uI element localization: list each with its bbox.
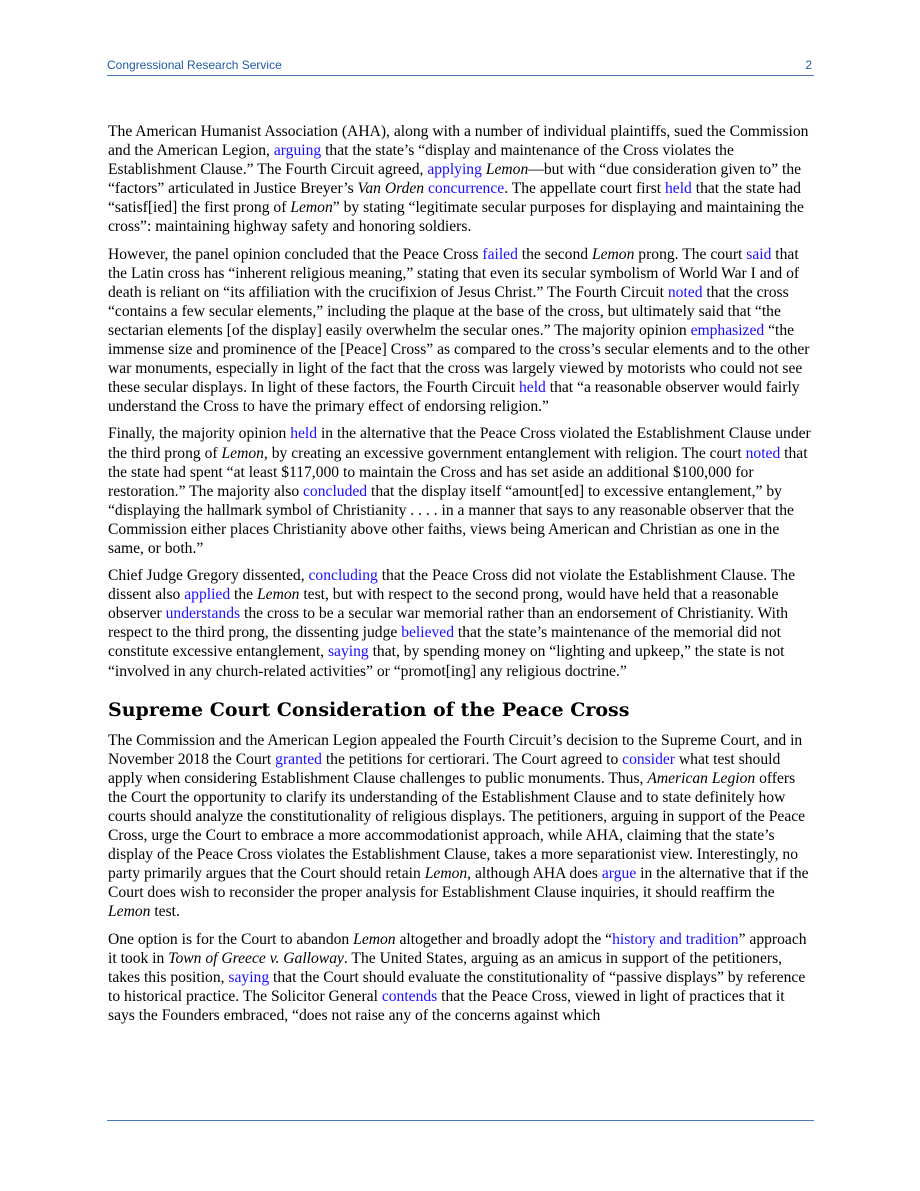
link-granted[interactable]: granted xyxy=(275,750,322,768)
text: that the state had “satisf[ied] the first prong of xyxy=(108,180,801,217)
footer-rule xyxy=(107,1120,814,1121)
case-name: Lemon xyxy=(424,865,468,883)
text: that the cross “contains a few secular elements,” including the plaque at the base of the cross, but ultimately said that “the sectarian elements [of the display] easily overwhelm the secular ones.” The majority opinion xyxy=(108,283,789,339)
text: the xyxy=(230,586,257,604)
text: Finally, the majority opinion xyxy=(108,425,291,443)
text: The American Humanist Association (AHA), along with a number of individual plaintiffs, sued the Commission and the American Legion, xyxy=(108,123,809,160)
case-name: Lemon xyxy=(108,903,151,921)
paragraph-second-prong xyxy=(108,245,814,417)
link-concurrence[interactable]: concurrence xyxy=(428,180,505,198)
link-failed[interactable]: failed xyxy=(482,245,518,263)
case-name: Town of Greece v. Galloway xyxy=(168,949,344,967)
case-name: Van Orden xyxy=(357,180,425,198)
link-contends[interactable]: contends xyxy=(381,987,438,1005)
text: altogether and broadly adopt the “ xyxy=(395,930,613,948)
link-saying[interactable]: saying xyxy=(228,968,270,986)
header-source: Congressional Research Service xyxy=(107,58,282,72)
link-argue[interactable]: argue xyxy=(601,865,637,883)
link-saying[interactable]: saying xyxy=(327,643,369,661)
text: One option is for the Court to abandon xyxy=(108,930,354,948)
text: the second xyxy=(517,245,592,263)
page-number: 2 xyxy=(805,58,812,72)
link-noted[interactable]: noted xyxy=(745,444,781,462)
text: ” by stating “legitimate secular purposes for displaying and maintaining the cross”: maintaining highway safety and honoring soldiers. xyxy=(108,199,804,236)
text: , by creating an excessive government entanglement with religion. The court xyxy=(263,444,746,462)
link-noted[interactable]: noted xyxy=(667,283,703,301)
text: “the immense size and prominence of the [Peace] Cross” as compared to the cross’s secular elements and to the other war monuments, especially in light of the fact that the cross was largely viewed by motorists who could not see these secular displays. In light of these factors, the Fourth Circuit xyxy=(108,321,810,397)
link-history-and-tradition[interactable]: history and tradition xyxy=(612,930,739,948)
paragraph-third-prong xyxy=(108,424,814,558)
text: prong. The court xyxy=(634,245,747,263)
text: —but with “due consideration given to” the “factors” articulated in Justice Breyer’s xyxy=(108,161,802,198)
case-name: Lemon xyxy=(353,930,396,948)
text: that the Court should evaluate the constitutionality of “passive displays” by reference to historical practice. The Solicitor General xyxy=(108,968,806,1005)
text: . The appellate court first xyxy=(504,180,665,198)
link-held[interactable]: held xyxy=(518,379,546,397)
text: Chief Judge Gregory dissented, xyxy=(108,567,309,585)
text: that “a reasonable observer would fairly understand the Cross to have the primary effect of endorsing religion.” xyxy=(108,379,800,416)
text: that the Latin cross has “inherent religious meaning,” stating that even its secular symbolism of World War I and of death is reliant on “its affiliation with the crucifixion of Jesus Christ.” The Fourth Circuit xyxy=(108,245,800,301)
link-believed[interactable]: believed xyxy=(401,624,455,642)
text: . The United States, arguing as an amicus in support of the petitioners, takes this position, xyxy=(108,949,783,986)
link-said[interactable]: said xyxy=(746,245,772,263)
link-emphasized[interactable]: emphasized xyxy=(690,321,765,339)
report-body xyxy=(108,122,814,1033)
text: , although AHA does xyxy=(467,865,602,883)
case-name: Lemon xyxy=(257,586,300,604)
case-name: Lemon xyxy=(221,444,264,462)
link-applied[interactable]: applied xyxy=(184,586,231,604)
case-name: Lemon xyxy=(290,199,333,217)
text: offers the Court the opportunity to clarify its understanding of the Establishment Clause and to state definitely how courts should analyze the constitutionality of religious displays. The petitioners, arguing in support of the Peace Cross, urge the Court to embrace a more accommodationist approach, while AHA, claiming that the state’s display of the Peace Cross violates the Establishment Clause, takes a more separationist view. Interestingly, no party primarily argues that the Court should retain xyxy=(108,769,806,883)
link-concluded[interactable]: concluded xyxy=(303,482,368,500)
text: that the Peace Cross, viewed in light of practices that it says the Founders embraced, “does not raise any of the concerns against which xyxy=(108,987,785,1024)
text: the cross to be a secular war memorial rather than an endorsement of Christianity. With respect to the third prong, the dissenting judge xyxy=(108,605,789,642)
case-name: American Legion xyxy=(647,769,756,787)
text: that the Peace Cross did not violate the Establishment Clause. The dissent also xyxy=(108,567,796,604)
link-concluding[interactable]: concluding xyxy=(308,567,378,585)
text: However, the panel opinion concluded that the Peace Cross xyxy=(108,245,483,263)
text: that the state’s maintenance of the memorial did not constitute excessive entanglement, xyxy=(108,624,781,661)
paragraph-history-tradition xyxy=(108,930,814,1025)
page-header xyxy=(107,57,814,76)
text: that, by spending money on “lighting and upkeep,” the state is not “involved in any church-related activities” or “promot[ing] any religious doctrine.” xyxy=(108,643,785,680)
text: that the state had spent “at least $117,000 to maintain the Cross and has set aside an additional $100,000 for restoration.” The majority also xyxy=(108,444,808,500)
text: ” approach it took in xyxy=(108,930,807,967)
link-arguing[interactable]: arguing xyxy=(273,142,322,160)
case-name: Lemon xyxy=(591,245,635,263)
case-name: Lemon xyxy=(485,161,529,179)
link-consider[interactable]: consider xyxy=(622,750,675,768)
paragraph-dissent xyxy=(108,566,814,681)
text: in the alternative that the Peace Cross violated the Establishment Clause under the third prong of xyxy=(108,425,811,462)
section-heading: Supreme Court Consideration of the Peace Cross xyxy=(108,698,630,721)
paragraph-certiorari xyxy=(108,731,814,922)
text: that the display itself “amount[ed] to excessive entanglement,” by “displaying the hallmark symbol of Christianity . . . . in a manner that says to any reasonable observer that the Commission either places Christianity above other faiths, views being American and Christian as one in the same, or both.” xyxy=(108,482,794,557)
link-held[interactable]: held xyxy=(290,425,318,443)
link-understands[interactable]: understands xyxy=(165,605,241,623)
link-applying[interactable]: applying xyxy=(427,161,482,179)
text: The Commission and the American Legion appealed the Fourth Circuit’s decision to the Supreme Court, and in November 2018 the Court xyxy=(108,731,803,768)
text: what test should apply when considering Establishment Clause challenges to public monuments. Thus, xyxy=(108,750,781,787)
text: that the state’s “display and maintenance of the Cross violates the Establishment Clause.” The Fourth Circuit agreed, xyxy=(108,142,734,179)
text: test, but with respect to the second prong, would have held that a reasonable observer xyxy=(108,586,779,623)
text: the petitions for certiorari. The Court agreed to xyxy=(321,750,623,768)
link-held[interactable]: held xyxy=(665,180,692,198)
text: test. xyxy=(150,903,180,921)
paragraph-aha-lawsuit xyxy=(108,122,814,237)
text: in the alternative that if the Court does wish to reconsider the proper analysis for Establishment Clause inquiries, it should reaffirm the xyxy=(108,865,809,902)
